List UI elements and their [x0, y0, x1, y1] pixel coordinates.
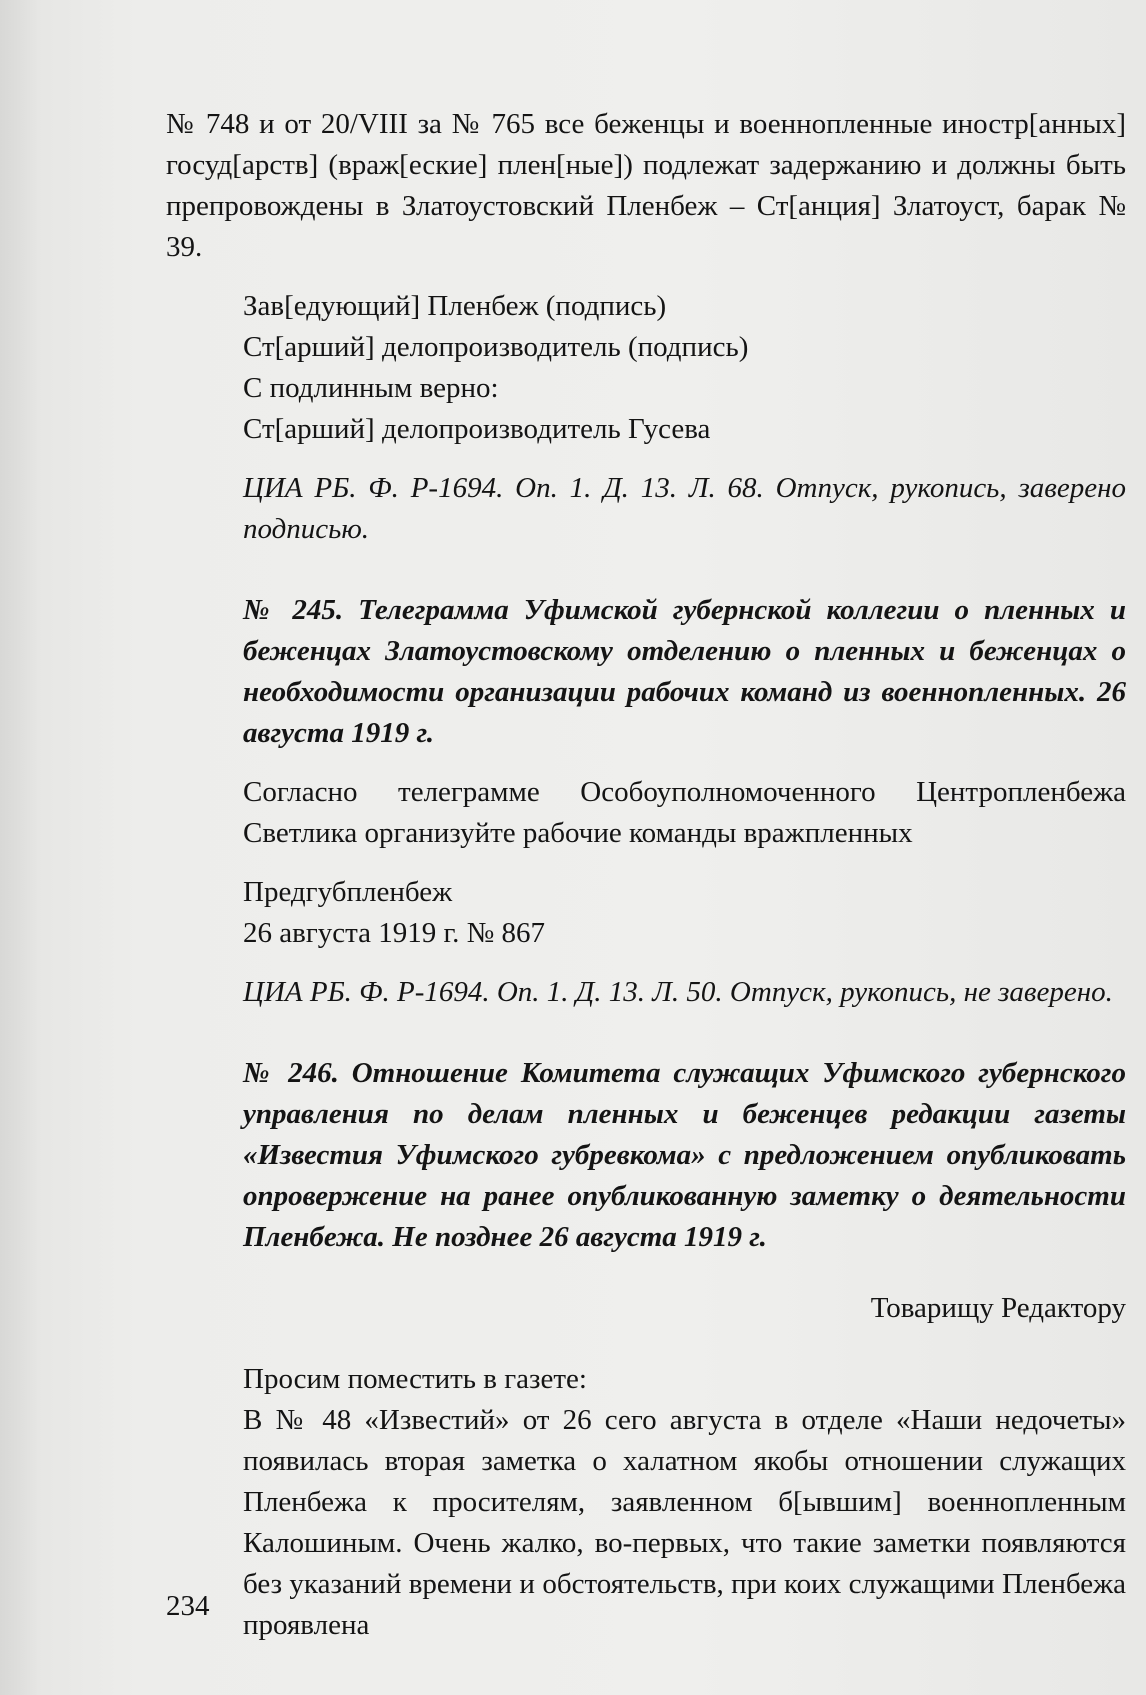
document-246-body: В № 48 «Известий» от 26 сего августа в отделе «Наши недочеты» появилась вторая заметка о халатном якобы отношении служащих Пленбежа к просителям, заявленном б[ывшим] военнопленным Калошиным. Очень жалко, во-первых, что такие заметки появляются без указаний времени и обстоятельств, при коих служащими Пленбежа проявлена [243, 1404, 1126, 1641]
page-content [166, 104, 1126, 1646]
certifier-name: Ст[арший] делопроизводитель Гусева [243, 413, 711, 445]
document-245-date: 26 августа 1919 г. № 867 [243, 917, 546, 949]
page-edge-shadow [0, 0, 40, 1695]
document-246-addressee: Товарищу Редактору [870, 1292, 1126, 1324]
certify-line: С подлинным верно: [243, 372, 499, 404]
document-245-heading: № 245. Телеграмма Уфимской губернской коллегии о пленных и беженцах Златоустовскому отделению о пленных и беженцах о необходимости организации рабочих команд из военнопленных. 26 августа 1919 г. [243, 594, 1126, 749]
paragraph-continuation: № 748 и от 20/VIII за № 765 все беженцы и военнопленные иностр[анных] госуд[арств] (враж[еские] плен[ные]) подлежат задержанию и должны быть препровождены в Златоустовский Пленбеж – Ст[анция] Златоуст, барак № 39. [166, 108, 1126, 263]
document-245-text: Согласно телеграмме Особоуполномоченного Центропленбежа Светлика организуйте рабочие команды вражпленных [243, 776, 1126, 849]
signature-clerk: Ст[арший] делопроизводитель (подпись) [243, 331, 749, 363]
archive-source-245: ЦИА РБ. Ф. Р-1694. Оп. 1. Д. 13. Л. 50. Отпуск, рукопись, не заверено. [243, 976, 1113, 1008]
document-246-heading: № 246. Отношение Комитета служащих Уфимского губернского управления по делам пленных и беженцев редакции газеты «Известия Уфимского губревкома» с предложением опубликовать опровержение на ранее опубликованную заметку о деятельности Пленбежа. Не позднее 26 августа 1919 г. [243, 1057, 1126, 1253]
archive-source-244: ЦИА РБ. Ф. Р-1694. Оп. 1. Д. 13. Л. 68. Отпуск, рукопись, заверено подписью. [243, 472, 1126, 545]
page-number: 234 [166, 1590, 210, 1622]
document-245-sender: Предгубпленбеж [243, 876, 453, 908]
signature-head: Зав[едующий] Пленбеж (подпись) [243, 290, 667, 322]
document-246-request: Просим поместить в газете: [243, 1363, 587, 1395]
